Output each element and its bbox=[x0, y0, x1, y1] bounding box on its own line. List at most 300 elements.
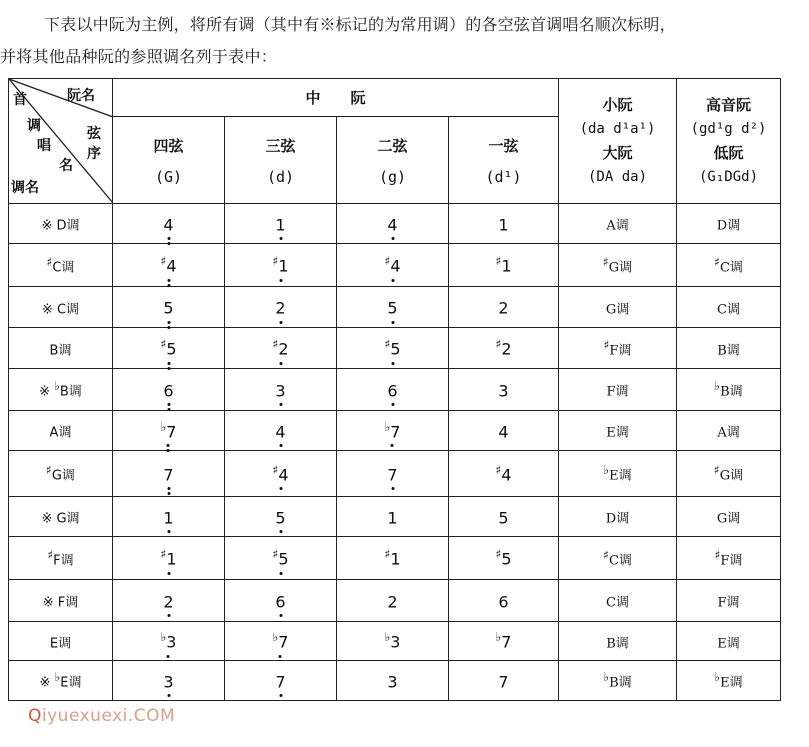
note-digit: 1 bbox=[275, 215, 286, 235]
solfege-note bbox=[161, 670, 175, 691]
octave-dot bbox=[167, 403, 170, 406]
ref2-cell bbox=[677, 411, 781, 451]
octave-dot bbox=[167, 242, 170, 245]
note-digit: 5 bbox=[163, 298, 174, 318]
note-accidental: ♭ bbox=[160, 419, 167, 434]
note-digit: 1 bbox=[387, 508, 398, 528]
ref-key: C调 bbox=[608, 553, 632, 569]
note-accidental: ♯ bbox=[495, 462, 502, 477]
solfege-note bbox=[383, 254, 403, 275]
note-cell bbox=[449, 244, 559, 287]
note-digit: 1 bbox=[501, 256, 512, 276]
solfege-note bbox=[385, 213, 399, 234]
ref2-cell bbox=[677, 287, 781, 328]
note-digit: 7 bbox=[390, 422, 401, 442]
note-cell bbox=[337, 411, 449, 451]
note-cell bbox=[113, 622, 225, 661]
corner-name-label: 名 bbox=[59, 158, 73, 174]
key-cell bbox=[9, 661, 113, 701]
solfege-note bbox=[161, 506, 175, 527]
ref-key: A调 bbox=[717, 425, 740, 441]
note-cell bbox=[337, 369, 449, 411]
note-digit: 1 bbox=[278, 256, 289, 276]
note-cell bbox=[225, 537, 337, 580]
note-digit: 3 bbox=[275, 381, 286, 401]
note-accidental: ♯ bbox=[160, 547, 167, 562]
note-cell bbox=[113, 204, 225, 244]
note-digit: 7 bbox=[501, 632, 512, 652]
note-digit: 5 bbox=[498, 508, 509, 528]
key-cell bbox=[9, 411, 113, 451]
ref2-cell bbox=[677, 622, 781, 661]
note-digit: 4 bbox=[278, 465, 289, 485]
corner-key-name-label: 调名 bbox=[11, 180, 39, 196]
note-cell bbox=[113, 451, 225, 497]
solfege-note bbox=[161, 590, 175, 611]
octave-dot bbox=[279, 487, 282, 490]
corner-header-cell bbox=[9, 79, 113, 204]
ref1-cell bbox=[559, 622, 677, 661]
intro-line-1: 下表以中阮为主例，将所有调（其中有※标记的为常用调）的各空弦首调唱名顺次标明， bbox=[44, 15, 676, 34]
ref-key: B调 bbox=[606, 636, 629, 652]
zhongruan-header: 中 阮 bbox=[113, 79, 559, 117]
ref-accidental: ♯ bbox=[603, 337, 610, 352]
ref-key: C调 bbox=[717, 302, 740, 318]
table-row bbox=[9, 537, 781, 580]
note-cell bbox=[113, 661, 225, 701]
ref-key: F调 bbox=[717, 595, 740, 611]
solfege-note bbox=[273, 506, 287, 527]
key-cell bbox=[9, 204, 113, 244]
ref-key: G调 bbox=[605, 302, 630, 318]
note-digit: 7 bbox=[166, 422, 177, 442]
key-accidental: ♯ bbox=[46, 254, 53, 269]
note-accidental: ♯ bbox=[272, 337, 279, 352]
solfege-note bbox=[383, 547, 403, 568]
ref2-cell bbox=[677, 451, 781, 497]
note-digit: 6 bbox=[163, 381, 174, 401]
solfege-note bbox=[494, 547, 514, 568]
ref-accidental: ♯ bbox=[714, 254, 720, 269]
note-accidental: ♯ bbox=[495, 337, 502, 352]
table-row bbox=[9, 497, 781, 537]
note-digit: 6 bbox=[498, 592, 509, 612]
key-cell bbox=[9, 287, 113, 328]
ref-key: C调 bbox=[719, 260, 743, 276]
octave-dot bbox=[167, 572, 170, 575]
note-accidental: ♭ bbox=[272, 630, 279, 645]
ref-key: G调 bbox=[716, 511, 741, 527]
corner-sing-label: 唱 bbox=[37, 138, 51, 154]
solfege-note bbox=[273, 213, 287, 234]
ref1-cell bbox=[559, 369, 677, 411]
key-name: E调 bbox=[49, 636, 72, 652]
note-cell bbox=[225, 622, 337, 661]
ref1-header bbox=[559, 79, 677, 204]
note-cell bbox=[449, 411, 559, 451]
octave-dot bbox=[279, 237, 282, 240]
key-name: B调 bbox=[49, 343, 72, 359]
solfege-note bbox=[273, 420, 287, 441]
key-cell bbox=[9, 244, 113, 287]
note-cell bbox=[337, 622, 449, 661]
solfege-note bbox=[494, 463, 514, 484]
ref2-name-diruan: 低阮 bbox=[713, 144, 744, 162]
note-digit: 7 bbox=[387, 465, 398, 485]
octave-dot bbox=[279, 279, 282, 282]
octave-dot bbox=[167, 530, 170, 533]
ref2-cell bbox=[677, 580, 781, 622]
note-digit: 2 bbox=[498, 298, 509, 318]
solfege-note bbox=[159, 254, 179, 275]
key-accidental: ♯ bbox=[47, 547, 54, 562]
corner-string-label: 弦 bbox=[87, 126, 101, 142]
ref-key: D调 bbox=[605, 511, 630, 527]
ref-accidental: ♯ bbox=[602, 254, 609, 269]
key-name: G调 bbox=[51, 468, 75, 484]
note-cell bbox=[337, 328, 449, 369]
solfege-note bbox=[159, 420, 179, 441]
solfege-note bbox=[161, 379, 175, 400]
note-accidental: ♯ bbox=[384, 254, 391, 269]
key-name: G调 bbox=[56, 511, 80, 527]
key-name: E调 bbox=[60, 675, 82, 691]
ref-accidental: ♯ bbox=[714, 547, 721, 562]
solfege-note bbox=[496, 670, 510, 691]
ref1-cell bbox=[559, 287, 677, 328]
ref2-cell bbox=[677, 661, 781, 701]
solfege-note bbox=[496, 213, 510, 234]
key-cell bbox=[9, 369, 113, 411]
solfege-note bbox=[271, 337, 291, 358]
note-cell bbox=[449, 661, 559, 701]
note-digit: 2 bbox=[163, 592, 174, 612]
ref-key: F调 bbox=[720, 553, 743, 569]
key-cell bbox=[9, 497, 113, 537]
note-accidental: ♭ bbox=[160, 630, 167, 645]
table-row bbox=[9, 411, 781, 451]
octave-dot bbox=[391, 237, 394, 240]
octave-dot bbox=[167, 321, 170, 324]
note-accidental: ♯ bbox=[495, 547, 502, 562]
ref-key: G调 bbox=[608, 260, 633, 276]
octave-dot bbox=[279, 694, 282, 697]
ref2-header bbox=[677, 79, 781, 204]
note-cell bbox=[337, 287, 449, 328]
note-cell bbox=[337, 204, 449, 244]
note-digit: 2 bbox=[387, 592, 398, 612]
note-cell bbox=[113, 328, 225, 369]
solfege-note bbox=[271, 463, 291, 484]
ref1-cell bbox=[559, 580, 677, 622]
note-cell bbox=[449, 537, 559, 580]
octave-dot bbox=[391, 403, 394, 406]
solfege-note bbox=[271, 547, 291, 568]
octave-dot bbox=[167, 326, 170, 329]
key-name: B调 bbox=[59, 384, 82, 400]
note-digit: 4 bbox=[166, 256, 177, 276]
ref-key: E调 bbox=[609, 468, 632, 484]
solfege-note bbox=[271, 630, 291, 651]
common-mark: ※ bbox=[41, 302, 53, 318]
ref2-cell bbox=[677, 497, 781, 537]
solfege-note bbox=[385, 463, 399, 484]
note-cell bbox=[337, 661, 449, 701]
intro-text bbox=[0, 0, 809, 78]
solfege-note bbox=[385, 506, 399, 527]
note-accidental: ♯ bbox=[384, 337, 391, 352]
solfege-note bbox=[496, 296, 510, 317]
ref1-cell bbox=[559, 537, 677, 580]
note-cell bbox=[225, 244, 337, 287]
octave-dot bbox=[167, 487, 170, 490]
octave-dot bbox=[167, 449, 170, 452]
key-name: F调 bbox=[57, 595, 79, 611]
solfege-note bbox=[385, 296, 399, 317]
solfege-note bbox=[496, 420, 510, 441]
intro-line-2: 并将其他品种阮的参照调名列于表中： bbox=[0, 47, 278, 66]
note-accidental: ♯ bbox=[272, 547, 279, 562]
note-digit: 1 bbox=[163, 508, 174, 528]
solfege-note bbox=[271, 254, 291, 275]
solfege-note bbox=[383, 420, 403, 441]
ref1-cell bbox=[559, 497, 677, 537]
ref2-name-gaoyinruan: 高音阮 bbox=[706, 96, 752, 114]
solfege-note bbox=[383, 337, 403, 358]
table-row bbox=[9, 580, 781, 622]
note-cell bbox=[113, 369, 225, 411]
key-accidental: ♭ bbox=[54, 379, 60, 394]
solfege-note bbox=[494, 254, 514, 275]
note-digit: 2 bbox=[275, 298, 286, 318]
common-mark: ※ bbox=[42, 595, 54, 611]
key-name: C调 bbox=[52, 260, 75, 276]
note-digit: 6 bbox=[275, 592, 286, 612]
octave-dot bbox=[279, 530, 282, 533]
note-cell bbox=[225, 661, 337, 701]
ref1-name-daruan: 大阮 bbox=[602, 144, 633, 162]
note-digit: 2 bbox=[501, 339, 512, 359]
note-digit: 2 bbox=[278, 339, 289, 359]
octave-dot bbox=[167, 655, 170, 658]
ref2-cell bbox=[677, 204, 781, 244]
note-digit: 1 bbox=[390, 549, 401, 569]
watermark: Qiyuexuexi.COM bbox=[28, 706, 176, 726]
ref2-tuning-diruan: (G₁DGd) bbox=[699, 169, 759, 185]
ref1-cell bbox=[559, 204, 677, 244]
note-cell bbox=[337, 580, 449, 622]
note-digit: 4 bbox=[387, 215, 398, 235]
common-mark: ※ bbox=[39, 675, 51, 691]
note-digit: 4 bbox=[498, 422, 509, 442]
ref-key: D调 bbox=[716, 218, 741, 234]
string-3-header: 三弦 (d) bbox=[225, 117, 337, 204]
ref-key: B调 bbox=[720, 384, 743, 400]
ref1-cell bbox=[559, 411, 677, 451]
ref-accidental: ♯ bbox=[713, 463, 720, 478]
table-row bbox=[9, 661, 781, 701]
table-row bbox=[9, 204, 781, 244]
note-accidental: ♭ bbox=[384, 630, 391, 645]
ref-key: G调 bbox=[719, 468, 744, 484]
key-accidental: ♭ bbox=[54, 670, 61, 685]
key-accidental: ♯ bbox=[46, 463, 52, 478]
octave-dot bbox=[167, 284, 170, 287]
corner-ruan-name-label: 阮名 bbox=[67, 88, 95, 104]
ref-key: B调 bbox=[717, 343, 740, 359]
ref2-tuning-gaoyinruan: (gd¹g d²) bbox=[690, 121, 767, 137]
solfege-note bbox=[273, 379, 287, 400]
solfege-note bbox=[159, 337, 179, 358]
key-cell bbox=[9, 537, 113, 580]
note-cell bbox=[113, 580, 225, 622]
ref-key: B调 bbox=[609, 675, 632, 691]
ref1-cell bbox=[559, 661, 677, 701]
corner-first-label: 首 bbox=[13, 92, 27, 108]
ref2-cell bbox=[677, 537, 781, 580]
octave-dot bbox=[279, 444, 282, 447]
solfege-note bbox=[385, 670, 399, 691]
note-cell bbox=[225, 411, 337, 451]
note-cell bbox=[225, 287, 337, 328]
key-name: D调 bbox=[56, 218, 80, 234]
note-digit: 5 bbox=[387, 298, 398, 318]
note-cell bbox=[225, 369, 337, 411]
ref-key: A调 bbox=[606, 218, 629, 234]
key-cell bbox=[9, 622, 113, 661]
ref-key: F调 bbox=[609, 343, 632, 359]
table-row bbox=[9, 244, 781, 287]
table-row bbox=[9, 622, 781, 661]
key-cell bbox=[9, 580, 113, 622]
note-digit: 1 bbox=[166, 549, 177, 569]
octave-dot bbox=[391, 321, 394, 324]
solfege-note bbox=[161, 296, 175, 317]
note-digit: 5 bbox=[166, 339, 177, 359]
solfege-note bbox=[385, 590, 399, 611]
string-4-header: 四弦 (G) bbox=[113, 117, 225, 204]
note-cell bbox=[337, 497, 449, 537]
note-digit: 7 bbox=[163, 465, 174, 485]
note-digit: 4 bbox=[501, 465, 512, 485]
note-cell bbox=[449, 622, 559, 661]
note-cell bbox=[449, 497, 559, 537]
note-cell bbox=[225, 204, 337, 244]
solfege-note bbox=[385, 379, 399, 400]
note-cell bbox=[225, 328, 337, 369]
octave-dot bbox=[167, 694, 170, 697]
note-cell bbox=[113, 497, 225, 537]
note-digit: 5 bbox=[275, 508, 286, 528]
note-digit: 6 bbox=[387, 381, 398, 401]
ref2-cell bbox=[677, 328, 781, 369]
octave-dot bbox=[167, 362, 170, 365]
note-digit: 7 bbox=[278, 632, 289, 652]
note-digit: 5 bbox=[278, 549, 289, 569]
solfege-note bbox=[383, 630, 403, 651]
note-digit: 3 bbox=[163, 672, 174, 692]
note-cell bbox=[449, 580, 559, 622]
ref-accidental: ♭ bbox=[603, 463, 610, 478]
octave-dot bbox=[391, 487, 394, 490]
solfege-note bbox=[273, 670, 287, 691]
note-cell bbox=[113, 537, 225, 580]
note-cell bbox=[337, 244, 449, 287]
octave-dot bbox=[279, 572, 282, 575]
ref-key: C调 bbox=[606, 595, 629, 611]
string-2-header: 二弦 (g) bbox=[337, 117, 449, 204]
key-cell bbox=[9, 451, 113, 497]
solfege-note bbox=[496, 590, 510, 611]
note-digit: 3 bbox=[387, 672, 398, 692]
solfege-note bbox=[494, 630, 514, 651]
table-body bbox=[9, 204, 781, 701]
table-row bbox=[9, 287, 781, 328]
octave-dot bbox=[167, 237, 170, 240]
solfege-note bbox=[161, 463, 175, 484]
table-row bbox=[9, 451, 781, 497]
note-accidental: ♭ bbox=[495, 630, 502, 645]
octave-dot bbox=[167, 367, 170, 370]
table-row bbox=[9, 369, 781, 411]
note-cell bbox=[113, 287, 225, 328]
note-cell bbox=[225, 497, 337, 537]
octave-dot bbox=[167, 408, 170, 411]
note-accidental: ♯ bbox=[160, 337, 167, 352]
octave-dot bbox=[391, 279, 394, 282]
key-cell bbox=[9, 328, 113, 369]
common-mark: ※ bbox=[41, 218, 53, 234]
note-digit: 4 bbox=[275, 422, 286, 442]
octave-dot bbox=[167, 444, 170, 447]
note-cell bbox=[337, 451, 449, 497]
octave-dot bbox=[279, 403, 282, 406]
ref-accidental: ♭ bbox=[714, 379, 721, 394]
ref1-cell bbox=[559, 328, 677, 369]
note-cell bbox=[225, 580, 337, 622]
note-cell bbox=[449, 204, 559, 244]
solfege-note bbox=[273, 296, 287, 317]
string-1-header: 一弦 (d¹) bbox=[449, 117, 559, 204]
octave-dot bbox=[167, 492, 170, 495]
octave-dot bbox=[279, 614, 282, 617]
note-cell bbox=[449, 451, 559, 497]
key-name: A调 bbox=[49, 425, 72, 441]
octave-dot bbox=[279, 362, 282, 365]
note-digit: 7 bbox=[498, 672, 509, 692]
ref2-cell bbox=[677, 244, 781, 287]
note-digit: 4 bbox=[390, 256, 401, 276]
ref1-name-xiaoruan: 小阮 bbox=[602, 96, 633, 114]
note-digit: 3 bbox=[498, 381, 509, 401]
note-cell bbox=[449, 328, 559, 369]
note-accidental: ♯ bbox=[160, 254, 167, 269]
ref-accidental: ♭ bbox=[603, 670, 610, 685]
octave-dot bbox=[391, 444, 394, 447]
solfege-note bbox=[273, 590, 287, 611]
ref-key: F调 bbox=[606, 384, 629, 400]
octave-dot bbox=[279, 321, 282, 324]
ref-key: E调 bbox=[717, 636, 740, 652]
octave-dot bbox=[391, 362, 394, 365]
ref1-cell bbox=[559, 244, 677, 287]
note-cell bbox=[449, 369, 559, 411]
ref-key: E调 bbox=[606, 425, 629, 441]
key-name: F调 bbox=[53, 553, 74, 569]
note-cell bbox=[225, 451, 337, 497]
common-mark: ※ bbox=[39, 384, 51, 400]
solfege-note bbox=[159, 630, 179, 651]
